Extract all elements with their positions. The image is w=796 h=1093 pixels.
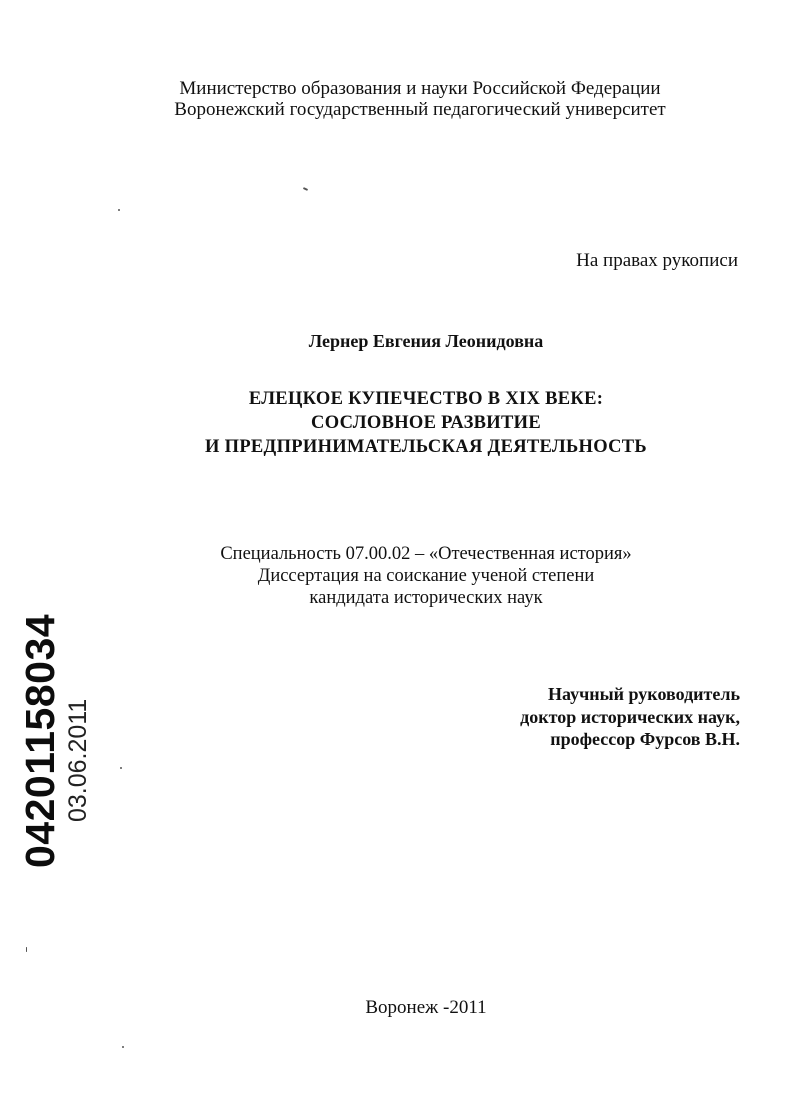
city-year: Воронеж -2011: [365, 997, 487, 1018]
author-name: Лернер Евгения Леонидовна: [308, 331, 544, 351]
university-name: Воронежский государственный педагогический университет: [174, 99, 666, 120]
title-line-3: И ПРЕДПРИНИМАТЕЛЬСКАЯ ДЕЯТЕЛЬНОСТЬ: [205, 437, 647, 457]
title-line-2: СОСЛОВНОЕ РАЗВИТИЕ: [311, 413, 541, 433]
degree-line: Диссертация на соискание ученой степени: [257, 566, 595, 586]
supervisor-name: профессор Фурсов В.Н.: [550, 729, 740, 749]
supervisor-info: [520, 683, 740, 751]
candidate-line: кандидата исторических наук: [309, 588, 543, 608]
stamp-date: 03.06.2011: [64, 698, 92, 822]
rights-note: На правах рукописи: [576, 250, 738, 271]
scan-speck: [118, 209, 120, 211]
supervisor-role: Научный руководитель: [548, 684, 740, 704]
specialty-info: [28, 543, 796, 609]
dissertation-title: [28, 387, 796, 459]
supervisor-degree: доктор исторических наук,: [520, 706, 740, 727]
stamp-code: 04201158034: [17, 613, 63, 868]
scan-speck: [26, 947, 27, 952]
scan-speck: [122, 1046, 124, 1048]
title-line-1: ЕЛЕЦКОЕ КУПЕЧЕСТВО В XIX ВЕКЕ:: [248, 389, 604, 409]
library-stamp: [17, 613, 92, 868]
specialty-line: Специальность 07.00.02 – «Отечественная история»: [220, 544, 632, 564]
scan-speck: [303, 187, 308, 191]
scan-speck: [120, 767, 122, 769]
ministry-name: Министерство образования и науки Российской Федерации: [179, 78, 661, 99]
header-institution: [22, 78, 796, 120]
